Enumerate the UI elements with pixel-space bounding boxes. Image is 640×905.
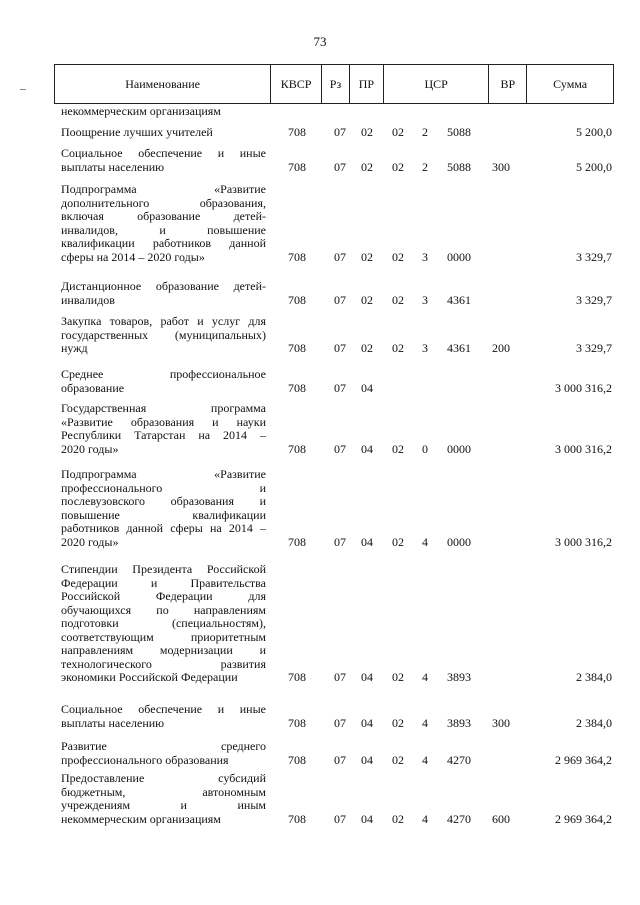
row-rz: 07: [334, 341, 346, 355]
row-name-line: Дистанционное образование детей-: [61, 279, 266, 293]
row-csr-subprogram: 4: [422, 811, 428, 826]
row-name-line: инвалидов, и повышение: [61, 222, 266, 237]
row-sum: 3 329,7: [576, 249, 612, 264]
row-kvsr: 708: [288, 292, 306, 307]
row-name-line: Среднее профессиональное: [61, 367, 266, 381]
row-sum: 3 000 316,2: [555, 534, 612, 549]
row-name-line: «Развитие образования и науки: [61, 414, 266, 429]
row-name: [61, 126, 266, 140]
row-csr-subprogram: 2: [422, 159, 428, 174]
row-csr-program: 02: [392, 752, 404, 767]
row-name-line: выплаты населению: [61, 715, 165, 730]
row-csr-subprogram: 3: [422, 292, 428, 307]
row-name-line: повышение квалификации: [61, 507, 266, 522]
header-rz: Рз: [321, 65, 349, 103]
row-sum: 5 200,0: [576, 125, 612, 139]
row-name-line: обучающихся по направлениям: [61, 602, 266, 617]
header-pr: ПР: [349, 65, 383, 103]
row-csr-program: 02: [392, 534, 404, 549]
row-name-line: 2020 годы»: [61, 441, 119, 456]
row-rz: 07: [334, 670, 346, 684]
row-pr: 04: [361, 715, 373, 730]
row-pr: 04: [361, 752, 373, 767]
row-vr: 300: [492, 159, 510, 174]
row-name: [61, 740, 266, 767]
row-kvsr: 708: [288, 341, 306, 355]
row-name-line: нужд: [61, 341, 88, 355]
row-name: [61, 183, 266, 264]
row-csr-code: 4270: [447, 811, 471, 826]
row-csr-program: 02: [392, 715, 404, 730]
row-name-line: Стипендии Президента Российской: [61, 562, 266, 576]
row-name-line: послевузовского образования и: [61, 494, 266, 508]
row-name-line: Закупка товаров, работ и услуг для: [61, 314, 266, 328]
row-sum: 5 200,0: [576, 159, 612, 174]
header-kvsr: КВСР: [270, 65, 321, 103]
row-name-line: направлениям модернизации и: [61, 643, 266, 657]
row-kvsr: 708: [288, 670, 306, 684]
row-name-line: Развитие среднего: [61, 739, 266, 753]
row-sum: 3 000 316,2: [555, 380, 612, 395]
row-pr: 02: [361, 292, 373, 307]
row-pr: 02: [361, 159, 373, 174]
row-name-line: сферы на 2014 – 2020 годы»: [61, 249, 205, 264]
row-pr: 04: [361, 811, 373, 826]
row-name-line: соответствующим приоритетным: [61, 629, 266, 644]
row-sum: 2 969 364,2: [555, 811, 612, 826]
row-kvsr: 708: [288, 159, 306, 174]
page-number: 73: [313, 34, 327, 49]
row-name-line: Федерации и Правительства: [61, 575, 266, 590]
row-csr-subprogram: 4: [422, 752, 428, 767]
row-vr: 300: [492, 715, 510, 730]
header-vr: ВР: [488, 65, 526, 103]
header-csr: ЦСР: [383, 65, 489, 103]
row-csr-program: 02: [392, 811, 404, 826]
row-name-line: инвалидов: [61, 292, 115, 307]
row-kvsr: 708: [288, 715, 306, 730]
row-name-line: бюджетным, автономным: [61, 784, 266, 799]
row-pr: 02: [361, 341, 373, 355]
row-csr-subprogram: 0: [422, 441, 428, 456]
row-sum: 3 329,7: [576, 292, 612, 307]
row-name-line: подготовки (специальностям),: [61, 616, 266, 630]
row-csr-subprogram: 3: [422, 341, 428, 355]
table-header: [54, 64, 614, 104]
row-rz: 07: [334, 715, 346, 730]
row-name: [61, 147, 266, 174]
row-name-line: Поощрение лучших учителей: [61, 125, 213, 139]
row-csr-code: 4270: [447, 752, 471, 767]
row-kvsr: 708: [288, 752, 306, 767]
row-name-line: образование: [61, 380, 125, 395]
row-name-line: технологического развития: [61, 656, 266, 671]
row-name: [61, 703, 266, 730]
row-vr: 200: [492, 341, 510, 355]
row-csr-code: 0000: [447, 441, 471, 456]
row-csr-subprogram: 2: [422, 125, 428, 139]
row-name: [61, 315, 266, 356]
row-name-line: некоммерческим организациям: [61, 811, 221, 826]
row-csr-program: 02: [392, 125, 404, 139]
row-name-line: Подпрограмма «Развитие: [61, 182, 266, 196]
row-name: [61, 402, 266, 456]
row-csr-code: 3893: [447, 670, 471, 684]
row-csr-code: 0000: [447, 249, 471, 264]
row-kvsr: 708: [288, 811, 306, 826]
row-kvsr: 708: [288, 380, 306, 395]
row-name: [61, 563, 266, 685]
row-name: [61, 368, 266, 395]
row-name-line: 2020 годы»: [61, 534, 119, 549]
row-pr: 04: [361, 534, 373, 549]
row-pr: 02: [361, 249, 373, 264]
header-sum: Сумма: [526, 65, 613, 103]
row-csr-code: 5088: [447, 159, 471, 174]
row-name: [61, 280, 266, 307]
row-name-line: Государственная программа: [61, 401, 266, 415]
row-name-line: Предоставление субсидий: [61, 771, 266, 785]
row-sum: 3 329,7: [576, 341, 612, 355]
row-rz: 07: [334, 292, 346, 307]
row-csr-program: 02: [392, 670, 404, 684]
row-csr-program: 02: [392, 341, 404, 355]
row-name-line: государственных (муниципальных): [61, 327, 266, 342]
row-name-line: квалификации работников данной: [61, 236, 266, 250]
row-csr-program: 02: [392, 441, 404, 456]
row-name-line: включая образование детей-: [61, 209, 266, 223]
row-kvsr: 708: [288, 441, 306, 456]
row-csr-code: 3893: [447, 715, 471, 730]
row-sum: 3 000 316,2: [555, 441, 612, 456]
row-rz: 07: [334, 159, 346, 174]
row-csr-subprogram: 4: [422, 715, 428, 730]
row-csr-program: 02: [392, 292, 404, 307]
row-sum: 2 384,0: [576, 670, 612, 684]
row-csr-subprogram: 4: [422, 670, 428, 684]
row-name-line: Республики Татарстан на 2014 –: [61, 428, 266, 442]
row-rz: 07: [334, 249, 346, 264]
row-name-line: выплаты населению: [61, 159, 165, 174]
row-csr-code: 5088: [447, 125, 471, 139]
row-rz: 07: [334, 752, 346, 767]
row-name: [61, 772, 266, 826]
row-pr: 04: [361, 670, 373, 684]
row-sum: 2 969 364,2: [555, 752, 612, 767]
row-rz: 07: [334, 380, 346, 395]
row-kvsr: 708: [288, 249, 306, 264]
header-name: Наименование: [125, 76, 200, 91]
row-pr: 04: [361, 441, 373, 456]
continuation-text: некоммерческим организациям: [61, 104, 221, 118]
row-rz: 07: [334, 534, 346, 549]
row-kvsr: 708: [288, 125, 306, 139]
row-name-line: учреждениям и иным: [61, 798, 266, 812]
row-name-line: профессионального и: [61, 480, 266, 495]
row-rz: 07: [334, 811, 346, 826]
row-pr: 02: [361, 125, 373, 139]
row-kvsr: 708: [288, 534, 306, 549]
row-csr-subprogram: 3: [422, 249, 428, 264]
row-sum: 2 384,0: [576, 715, 612, 730]
row-vr: 600: [492, 811, 510, 826]
row-csr-code: 4361: [447, 341, 471, 355]
row-name-line: дополнительного образования,: [61, 195, 266, 210]
row-csr-program: 02: [392, 159, 404, 174]
row-name-line: профессионального образования: [61, 752, 229, 767]
row-rz: 07: [334, 441, 346, 456]
row-csr-subprogram: 4: [422, 534, 428, 549]
row-name-line: работников данной сферы на 2014 –: [61, 521, 266, 535]
row-csr-code: 4361: [447, 292, 471, 307]
row-name: [61, 468, 266, 549]
row-name-line: Социальное обеспечение и иные: [61, 702, 266, 716]
row-csr-code: 0000: [447, 534, 471, 549]
row-csr-program: 02: [392, 249, 404, 264]
row-name-line: Российской Федерации для: [61, 589, 266, 603]
row-name-line: экономики Российской Федерации: [61, 670, 238, 684]
margin-mark: [20, 89, 26, 90]
row-rz: 07: [334, 125, 346, 139]
row-name-line: Подпрограмма «Развитие: [61, 467, 266, 481]
row-name-line: Социальное обеспечение и иные: [61, 146, 266, 160]
row-pr: 04: [361, 380, 373, 395]
